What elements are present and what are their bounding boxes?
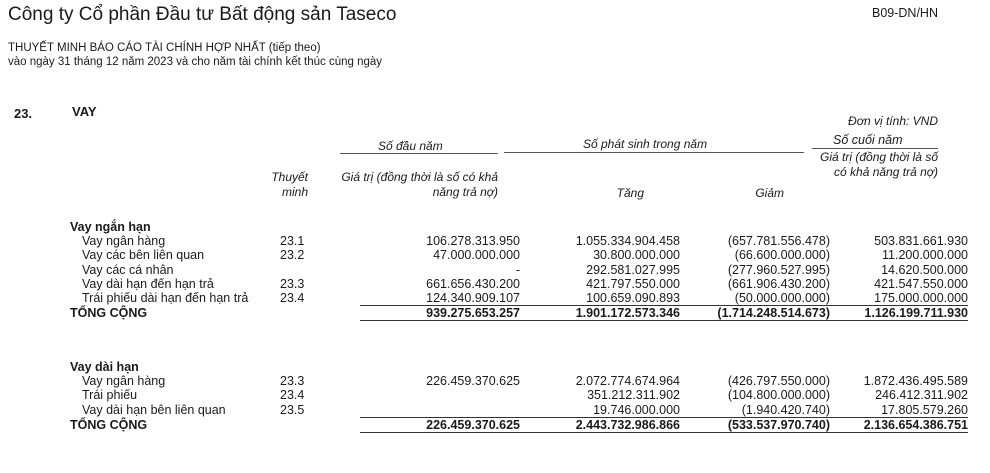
increase-header: Tăng xyxy=(616,186,644,200)
long-term-total-row: TỔNG CỘNG 226.459.370.625 2.443.732.986.866 (533.537.970.740) 2.136.654.386.751 xyxy=(70,417,968,432)
table-row: Vay các cá nhân - 292.581.027.995 (277.960.527.995) 14.620.500.000 xyxy=(82,262,968,277)
table-row: Trái phiếu 23.4 351.212.311.902 (104.800.000.000) 246.412.311.902 xyxy=(82,388,968,403)
form-code: B09-DN/HN xyxy=(872,6,938,20)
company-name: Công ty Cổ phần Đầu tư Bất động sản Taseco xyxy=(8,4,397,25)
table-row: Vay dài hạn bên liên quan 23.5 19.746.000.000 (1.940.420.740) 17.805.579.260 xyxy=(82,402,968,417)
table-row: Vay dài hạn đến hạn trả 23.3 661.656.430.200 421.797.550.000 (661.906.430.200) 421.547.550.000 xyxy=(82,276,968,291)
opening-group-header: Số đầu năm xyxy=(378,139,443,153)
report-period: vào ngày 31 tháng 12 năm 2023 và cho năm tài chính kết thúc cùng ngày xyxy=(8,56,383,68)
section-title: VAY xyxy=(72,104,97,119)
closing-group-header: Số cuối năm xyxy=(833,133,903,147)
short-term-heading: Vay ngắn hạn xyxy=(70,220,151,235)
section-number: 23. xyxy=(14,106,33,121)
movement-group-rule xyxy=(504,152,804,153)
short-term-loans-table xyxy=(70,220,968,321)
short-term-total-row: TỔNG CỘNG 939.275.653.257 1.901.172.573.346 (1.714.248.514.673) 1.126.199.711.930 xyxy=(70,306,968,321)
table-row: Vay ngân hàng 23.1 106.278.313.950 1.055.334.904.458 (657.781.556.478) 503.831.661.930 xyxy=(82,234,968,249)
opening-group-rule xyxy=(340,153,498,154)
closing-group-rule xyxy=(812,148,938,149)
table-row: Vay các bên liên quan 23.2 47.000.000.000 30.800.000.000 (66.600.000.000) 11.200.000.000 xyxy=(82,248,968,263)
note-column-header: Thuyết minh xyxy=(271,170,308,199)
decrease-header: Giảm xyxy=(755,186,784,200)
table-row: Trái phiếu dài hạn đến hạn trả 23.4 124.340.909.107 100.659.090.893 (50.000.000.000) 175.000.000.000 xyxy=(82,291,968,306)
movement-group-header: Số phát sinh trong năm xyxy=(583,137,708,151)
long-term-heading: Vay dài hạn xyxy=(70,360,139,375)
unit-label: Đơn vị tính: VND xyxy=(848,114,938,128)
closing-value-header: Giá trị (đồng thời là số có khả năng trả nợ) xyxy=(820,150,938,179)
table-row: Vay ngân hàng 23.3 226.459.370.625 2.072.774.674.964 (426.797.550.000) 1.872.436.495.589 xyxy=(82,374,968,389)
long-term-loans-table xyxy=(70,360,968,433)
report-subtitle: THUYẾT MINH BÁO CÁO TÀI CHÍNH HỢP NHẤT (tiếp theo) xyxy=(8,42,321,54)
opening-value-header: Giá trị (đồng thời là số có khả năng trả nợ) xyxy=(341,170,498,199)
